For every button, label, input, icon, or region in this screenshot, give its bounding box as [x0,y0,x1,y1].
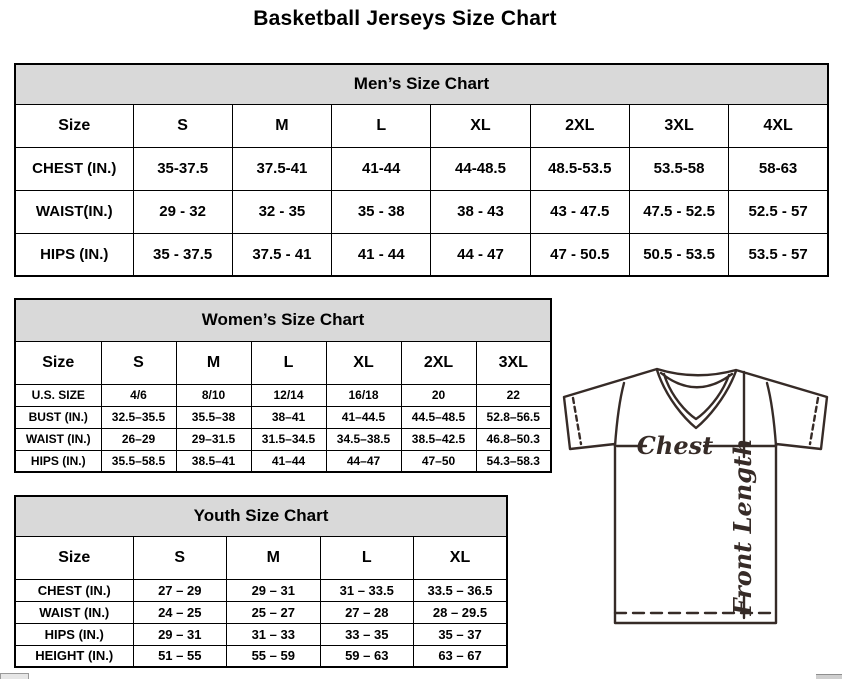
row-label: WAIST(IN.) [15,190,133,233]
screen-edge-artifact-right [816,674,842,679]
cell: 37.5 - 41 [232,233,331,276]
col-header: 4XL [729,104,828,147]
page-title: Basketball Jerseys Size Chart [253,7,557,30]
cell: 48.5-53.5 [530,147,629,190]
youth-size-chart-table [14,495,508,668]
col-header: Size [15,104,133,147]
cell: 35 - 37.5 [133,233,232,276]
cell: 44 - 47 [431,233,530,276]
col-header: 3XL [476,341,551,384]
cell: 38.5–42.5 [401,428,476,450]
cell: 37.5-41 [232,147,331,190]
table-row [15,450,551,472]
cell: 12/14 [251,384,326,406]
cell: 63 – 67 [414,645,508,667]
table-row [15,601,507,623]
cell: 46.8–50.3 [476,428,551,450]
cell: 54.3–58.3 [476,450,551,472]
col-header: S [133,536,227,579]
cell: 29–31.5 [176,428,251,450]
table-row [15,623,507,645]
col-header: S [133,104,232,147]
cell: 44-48.5 [431,147,530,190]
cell: 38.5–41 [176,450,251,472]
col-header: S [101,341,176,384]
screen-edge-artifact-left [0,673,29,679]
cell: 16/18 [326,384,401,406]
cell: 47–50 [401,450,476,472]
cell: 31 – 33.5 [320,579,414,601]
col-header: M [176,341,251,384]
cell: 32 - 35 [232,190,331,233]
table-row [15,579,507,601]
cell: 33.5 – 36.5 [414,579,508,601]
womens-chart-title: Women’s Size Chart [15,299,551,341]
table-row [15,645,507,667]
cell: 41–44.5 [326,406,401,428]
cell: 22 [476,384,551,406]
cell: 50.5 - 53.5 [629,233,728,276]
cell: 35.5–38 [176,406,251,428]
row-label: WAIST (IN.) [15,601,133,623]
col-header: 3XL [629,104,728,147]
cell: 27 – 28 [320,601,414,623]
cell: 35 - 38 [332,190,431,233]
jersey-measurement-diagram [553,356,843,679]
col-header: 2XL [401,341,476,384]
cell: 32.5–35.5 [101,406,176,428]
row-label: CHEST (IN.) [15,579,133,601]
cell: 35.5–58.5 [101,450,176,472]
cell: 58-63 [729,147,828,190]
cell: 29 – 31 [133,623,227,645]
col-header: XL [431,104,530,147]
cell: 52.5 - 57 [729,190,828,233]
mens-chart-title: Men’s Size Chart [15,64,828,104]
table-row [15,233,828,276]
cell: 38 - 43 [431,190,530,233]
row-label: U.S. SIZE [15,384,101,406]
cell: 25 – 27 [227,601,321,623]
col-header: Size [15,536,133,579]
cell: 47 - 50.5 [530,233,629,276]
cell: 29 - 32 [133,190,232,233]
cell: 41 - 44 [332,233,431,276]
cell: 55 – 59 [227,645,321,667]
col-header: XL [326,341,401,384]
table-row [15,190,828,233]
col-header: 2XL [530,104,629,147]
cell: 8/10 [176,384,251,406]
cell: 53.5-58 [629,147,728,190]
cell: 47.5 - 52.5 [629,190,728,233]
col-header: L [251,341,326,384]
front-length-label: Front Length [728,438,757,616]
cell: 31.5–34.5 [251,428,326,450]
cell: 28 – 29.5 [414,601,508,623]
cell: 44–47 [326,450,401,472]
cell: 35-37.5 [133,147,232,190]
cell: 33 – 35 [320,623,414,645]
jersey-outline [564,369,827,623]
cell: 27 – 29 [133,579,227,601]
cell: 4/6 [101,384,176,406]
row-label: HIPS (IN.) [15,450,101,472]
cell: 41-44 [332,147,431,190]
mens-size-chart-table [14,63,829,277]
row-label: WAIST (IN.) [15,428,101,450]
row-label: HIPS (IN.) [15,233,133,276]
chest-label: Chest [636,431,714,460]
col-header: Size [15,341,101,384]
cell: 31 – 33 [227,623,321,645]
row-label: HEIGHT (IN.) [15,645,133,667]
table-row [15,428,551,450]
cell: 20 [401,384,476,406]
row-label: CHEST (IN.) [15,147,133,190]
youth-chart-title: Youth Size Chart [15,496,507,536]
col-header: XL [414,536,508,579]
col-header: L [320,536,414,579]
cell: 51 – 55 [133,645,227,667]
cell: 26–29 [101,428,176,450]
row-label: HIPS (IN.) [15,623,133,645]
cell: 41–44 [251,450,326,472]
cell: 59 – 63 [320,645,414,667]
cell: 34.5–38.5 [326,428,401,450]
cell: 44.5–48.5 [401,406,476,428]
cell: 53.5 - 57 [729,233,828,276]
cell: 52.8–56.5 [476,406,551,428]
col-header: M [227,536,321,579]
col-header: M [232,104,331,147]
table-row [15,147,828,190]
womens-size-chart-table [14,298,552,473]
cell: 24 – 25 [133,601,227,623]
cell: 35 – 37 [414,623,508,645]
cell: 38–41 [251,406,326,428]
row-label: BUST (IN.) [15,406,101,428]
table-row [15,384,551,406]
col-header: L [332,104,431,147]
cell: 29 – 31 [227,579,321,601]
table-row [15,406,551,428]
cell: 43 - 47.5 [530,190,629,233]
